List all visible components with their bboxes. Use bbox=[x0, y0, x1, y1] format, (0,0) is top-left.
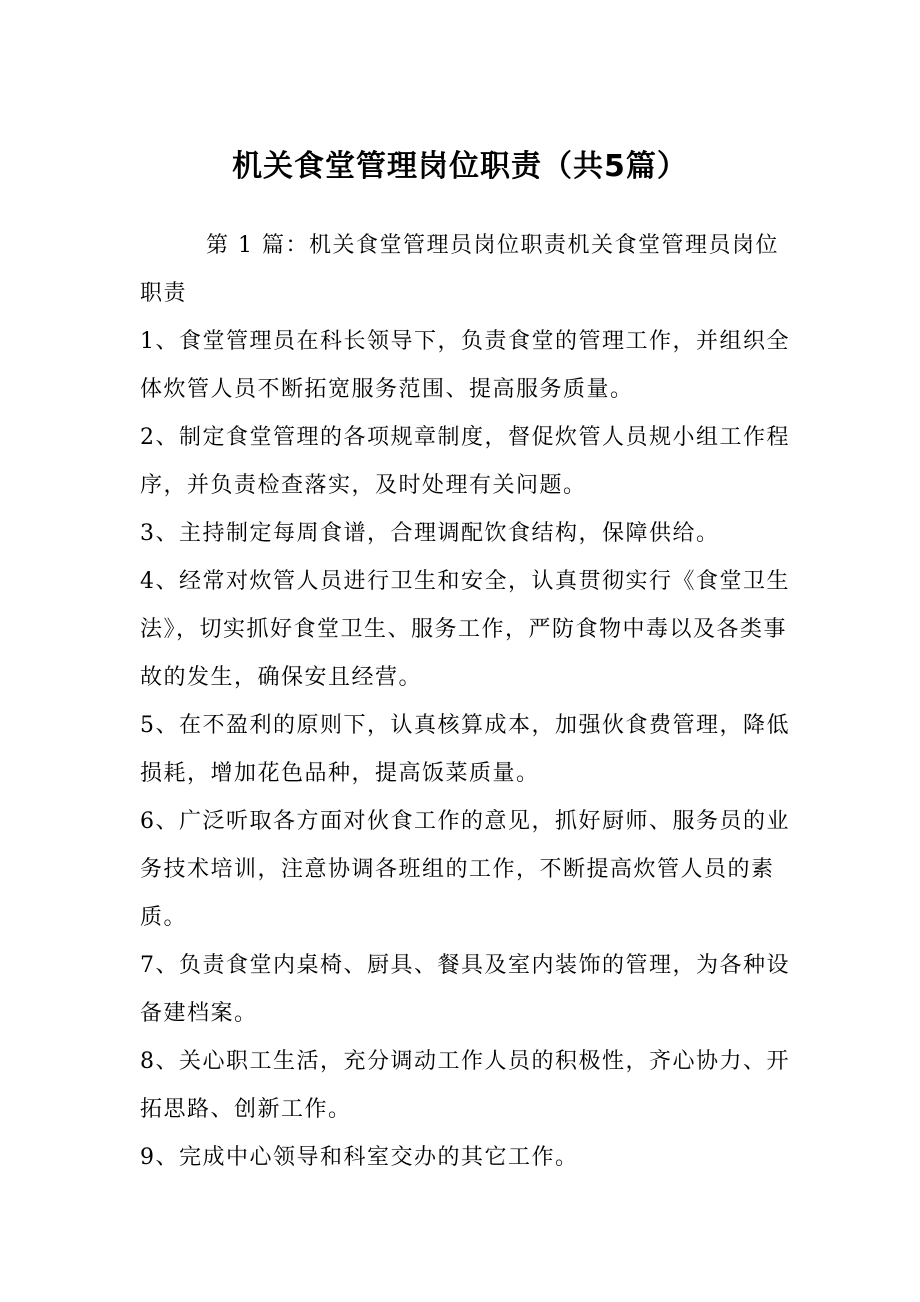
duty-item: 6、广泛听取各方面对伙食工作的意见，抓好厨师、服务员的业务技术培训，注意协调各班组的工作，不断提高炊管人员的素质。 bbox=[140, 809, 790, 930]
document-body bbox=[140, 222, 790, 1182]
duty-item: 9、完成中心领导和科室交办的其它工作。 bbox=[140, 1145, 579, 1170]
duty-item: 3、主持制定每周食谱，合理调配饮食结构，保障供给。 bbox=[140, 521, 720, 546]
document-title: 机关食堂管理岗位职责（共5篇） bbox=[232, 149, 688, 184]
section-heading: 第 1 篇：机关食堂管理员岗位职责机关食堂管理员岗位职责 bbox=[140, 233, 779, 306]
duty-item: 1、食堂管理员在科长领导下，负责食堂的管理工作，并组织全体炊管人员不断拓宽服务范围、提高服务质量。 bbox=[140, 329, 790, 402]
duty-item: 5、在不盈利的原则下，认真核算成本，加强伙食费管理，降低损耗，增加花色品种，提高饭菜质量。 bbox=[140, 713, 790, 786]
duty-item: 4、经常对炊管人员进行卫生和安全，认真贯彻实行《食堂卫生法》，切实抓好食堂卫生、服务工作，严防食物中毒以及各类事故的发生，确保安且经营。 bbox=[140, 569, 790, 690]
duty-item: 7、负责食堂内桌椅、厨具、餐具及室内装饰的管理，为各种设备建档案。 bbox=[140, 953, 790, 1026]
duty-item: 2、制定食堂管理的各项规章制度，督促炊管人员规小组工作程序，并负责检查落实，及时处理有关问题。 bbox=[140, 425, 790, 498]
duty-item: 8、关心职工生活，充分调动工作人员的积极性，齐心协力、开拓思路、创新工作。 bbox=[140, 1049, 790, 1122]
